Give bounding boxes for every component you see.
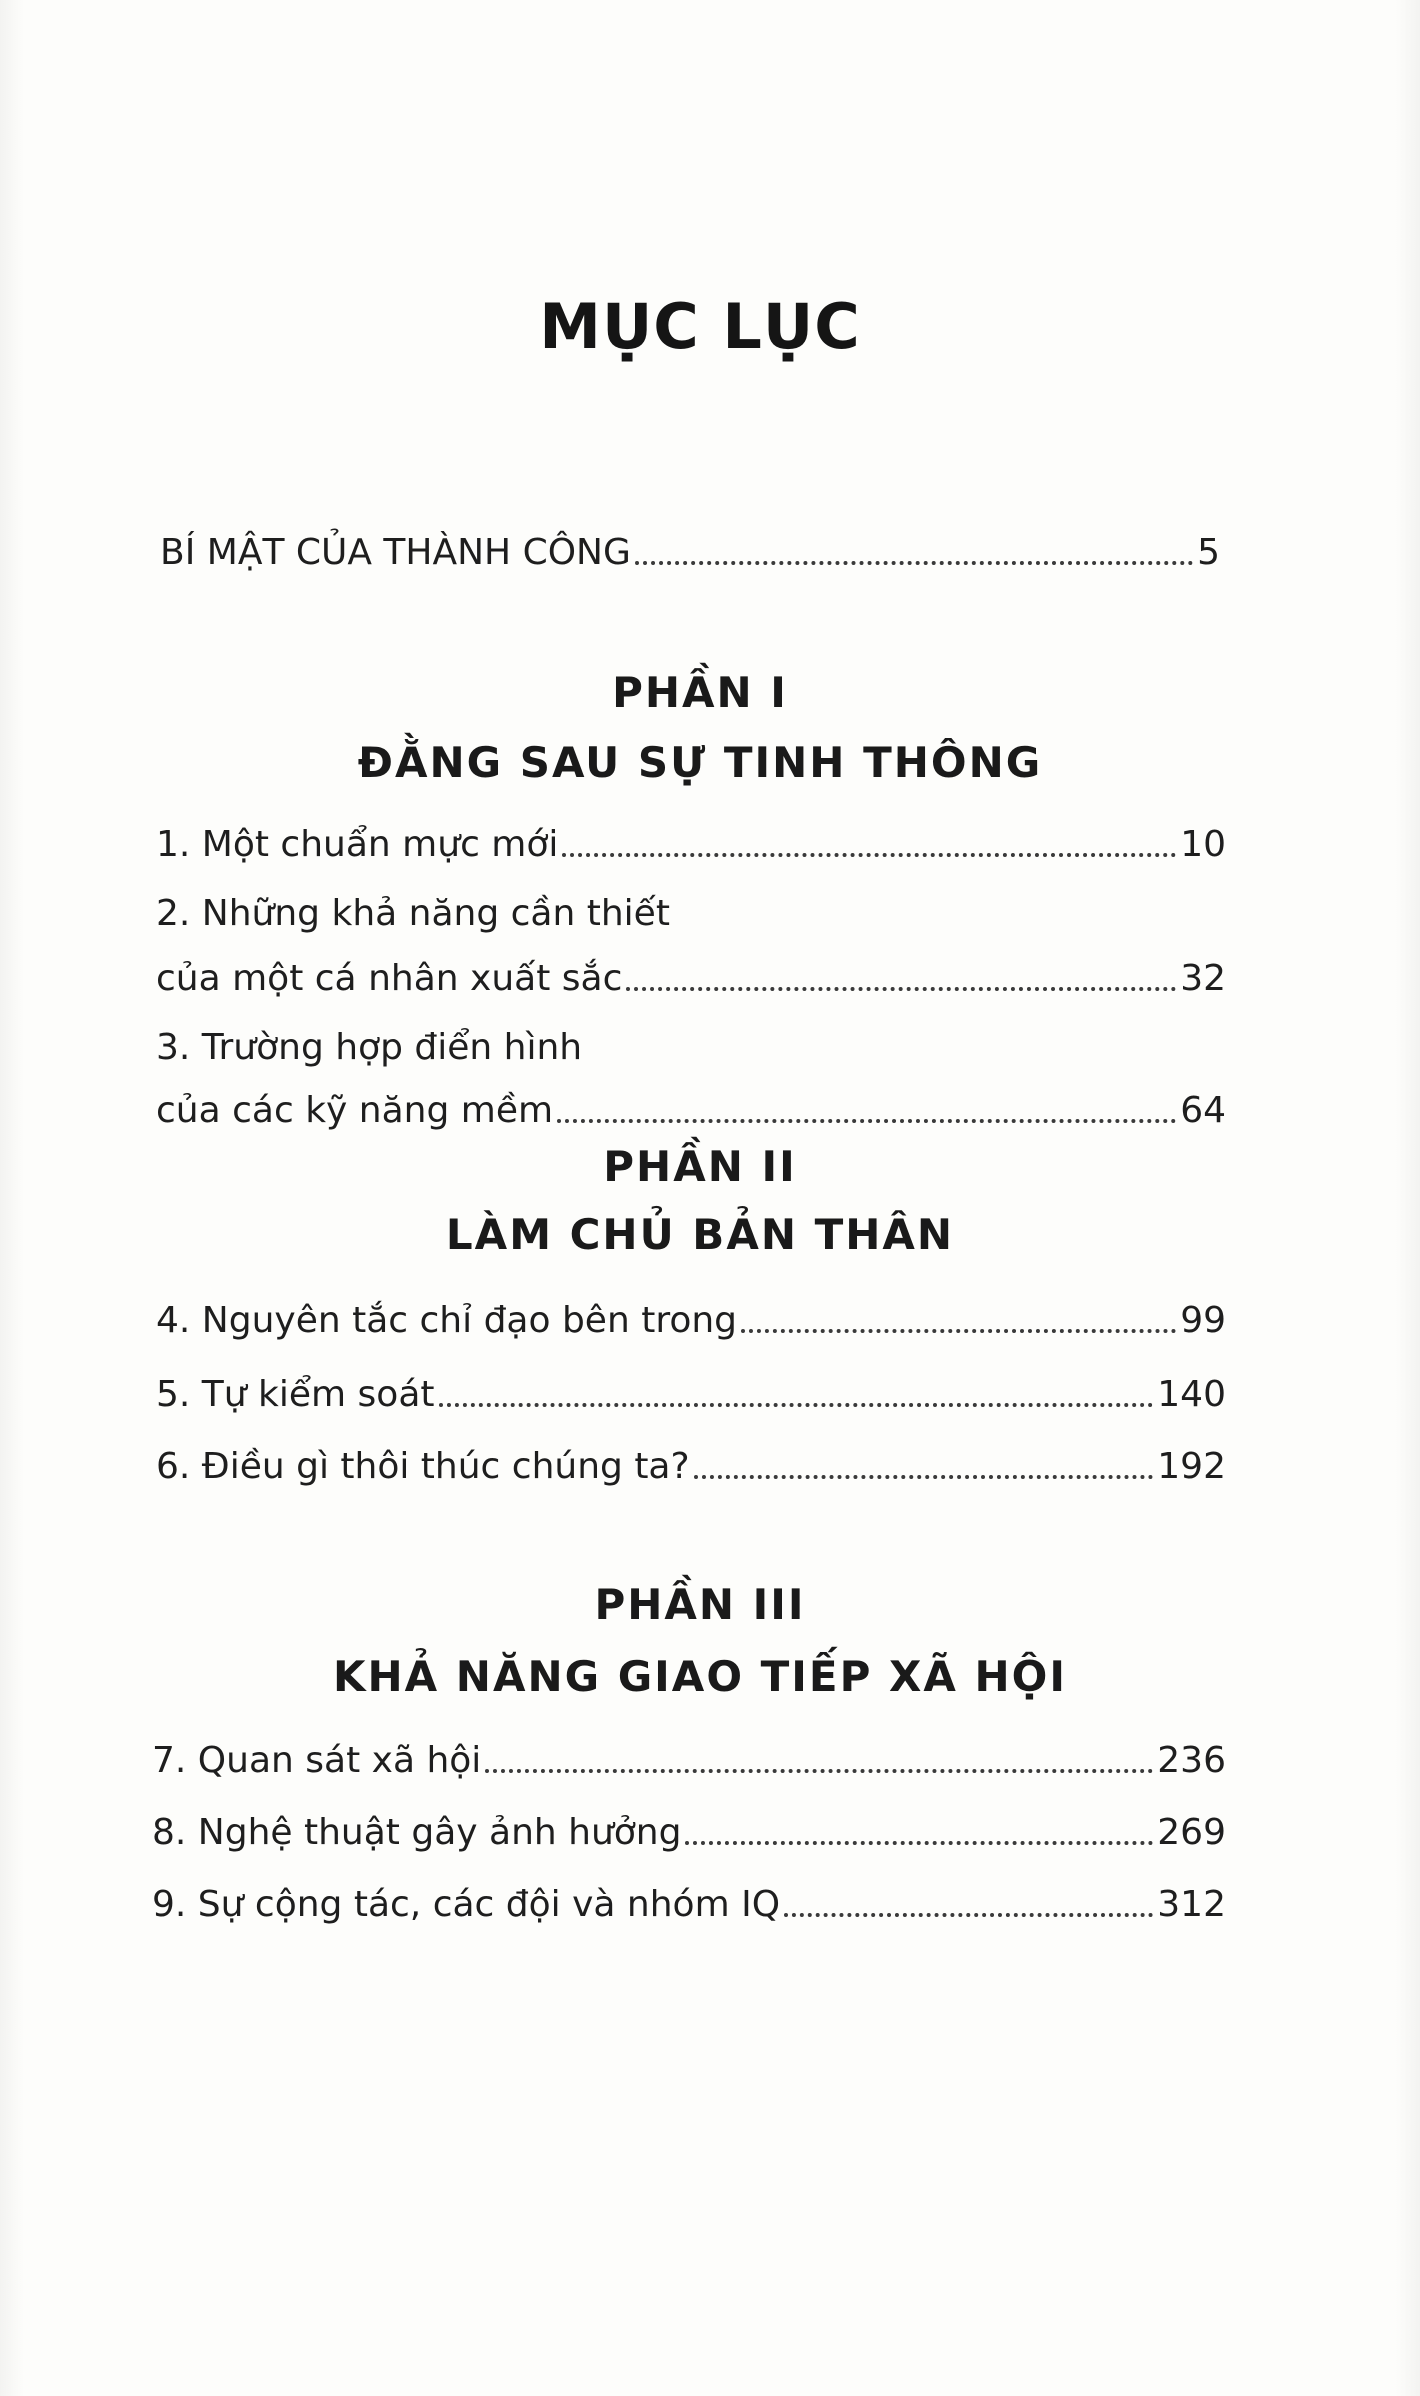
- part-2-label: PHẦN II: [603, 1142, 797, 1191]
- toc-entry-label: của các kỹ năng mềm: [156, 1090, 554, 1131]
- part-2-name: LÀM CHỦ BẢN THÂN: [445, 1210, 955, 1259]
- dot-leader: [635, 561, 1193, 565]
- toc-entry-page: 99: [1180, 1300, 1226, 1341]
- dot-leader: [626, 987, 1176, 991]
- dot-leader: [485, 1769, 1153, 1773]
- page-title: MỤC LỤC: [539, 290, 861, 363]
- toc-entry-chapter-9[interactable]: [152, 1872, 1226, 1928]
- part-3-name: KHẢ NĂNG GIAO TIẾP XÃ HỘI: [332, 1652, 1068, 1701]
- toc-entry-chapter-8[interactable]: [152, 1800, 1226, 1856]
- toc-entry-page: 236: [1157, 1740, 1226, 1781]
- toc-entry-page: 5: [1197, 532, 1220, 573]
- dot-leader: [694, 1475, 1154, 1479]
- toc-entry-page: 140: [1157, 1374, 1226, 1415]
- toc-entry-page: 312: [1157, 1884, 1226, 1925]
- part-1-name: ĐẰNG SAU SỰ TINH THÔNG: [357, 738, 1043, 787]
- toc-entry-page: 192: [1157, 1446, 1226, 1487]
- toc-entry-label: 4. Nguyên tắc chỉ đạo bên trong: [156, 1300, 738, 1341]
- toc-entry-chapter-6[interactable]: [156, 1434, 1226, 1490]
- toc-entry-intro[interactable]: [160, 520, 1220, 576]
- part-3-label: PHẦN III: [594, 1580, 806, 1629]
- toc-entry-chapter-7[interactable]: [152, 1728, 1226, 1784]
- toc-entry-page: 32: [1180, 958, 1226, 999]
- toc-entry-label: 8. Nghệ thuật gây ảnh hưởng: [152, 1812, 682, 1853]
- dot-leader: [741, 1329, 1176, 1333]
- toc-entry-label: của một cá nhân xuất sắc: [156, 958, 623, 999]
- toc-entry-chapter-4[interactable]: [156, 1288, 1226, 1344]
- toc-entry-chapter-3-line1[interactable]: 3. Trường hợp điển hình: [156, 1027, 583, 1068]
- toc-entry-label: 7. Quan sát xã hội: [152, 1740, 482, 1781]
- toc-entry-page: 269: [1157, 1812, 1226, 1853]
- toc-entry-label: BÍ MẬT CỦA THÀNH CÔNG: [160, 532, 631, 573]
- dot-leader: [784, 1913, 1153, 1917]
- toc-entry-chapter-2[interactable]: [156, 946, 1226, 1002]
- toc-entry-chapter-2-line1[interactable]: 2. Những khả năng cần thiết: [156, 893, 670, 934]
- toc-entry-chapter-3[interactable]: [156, 1078, 1226, 1134]
- toc-entry-chapter-5[interactable]: [156, 1362, 1226, 1418]
- toc-entry-page: 10: [1180, 824, 1226, 865]
- dot-leader: [557, 1119, 1176, 1123]
- part-1-label: PHẦN I: [612, 668, 788, 717]
- toc-entry-label: 6. Điều gì thôi thúc chúng ta?: [156, 1446, 690, 1487]
- toc-entry-chapter-1[interactable]: [156, 812, 1226, 868]
- dot-leader: [439, 1403, 1154, 1407]
- toc-entry-label: 5. Tự kiểm soát: [156, 1374, 435, 1415]
- toc-entry-label: 1. Một chuẩn mực mới: [156, 824, 559, 865]
- toc-entry-label: 9. Sự cộng tác, các đội và nhóm IQ: [152, 1884, 781, 1925]
- toc-entry-page: 64: [1180, 1090, 1226, 1131]
- dot-leader: [685, 1841, 1153, 1845]
- dot-leader: [562, 853, 1176, 857]
